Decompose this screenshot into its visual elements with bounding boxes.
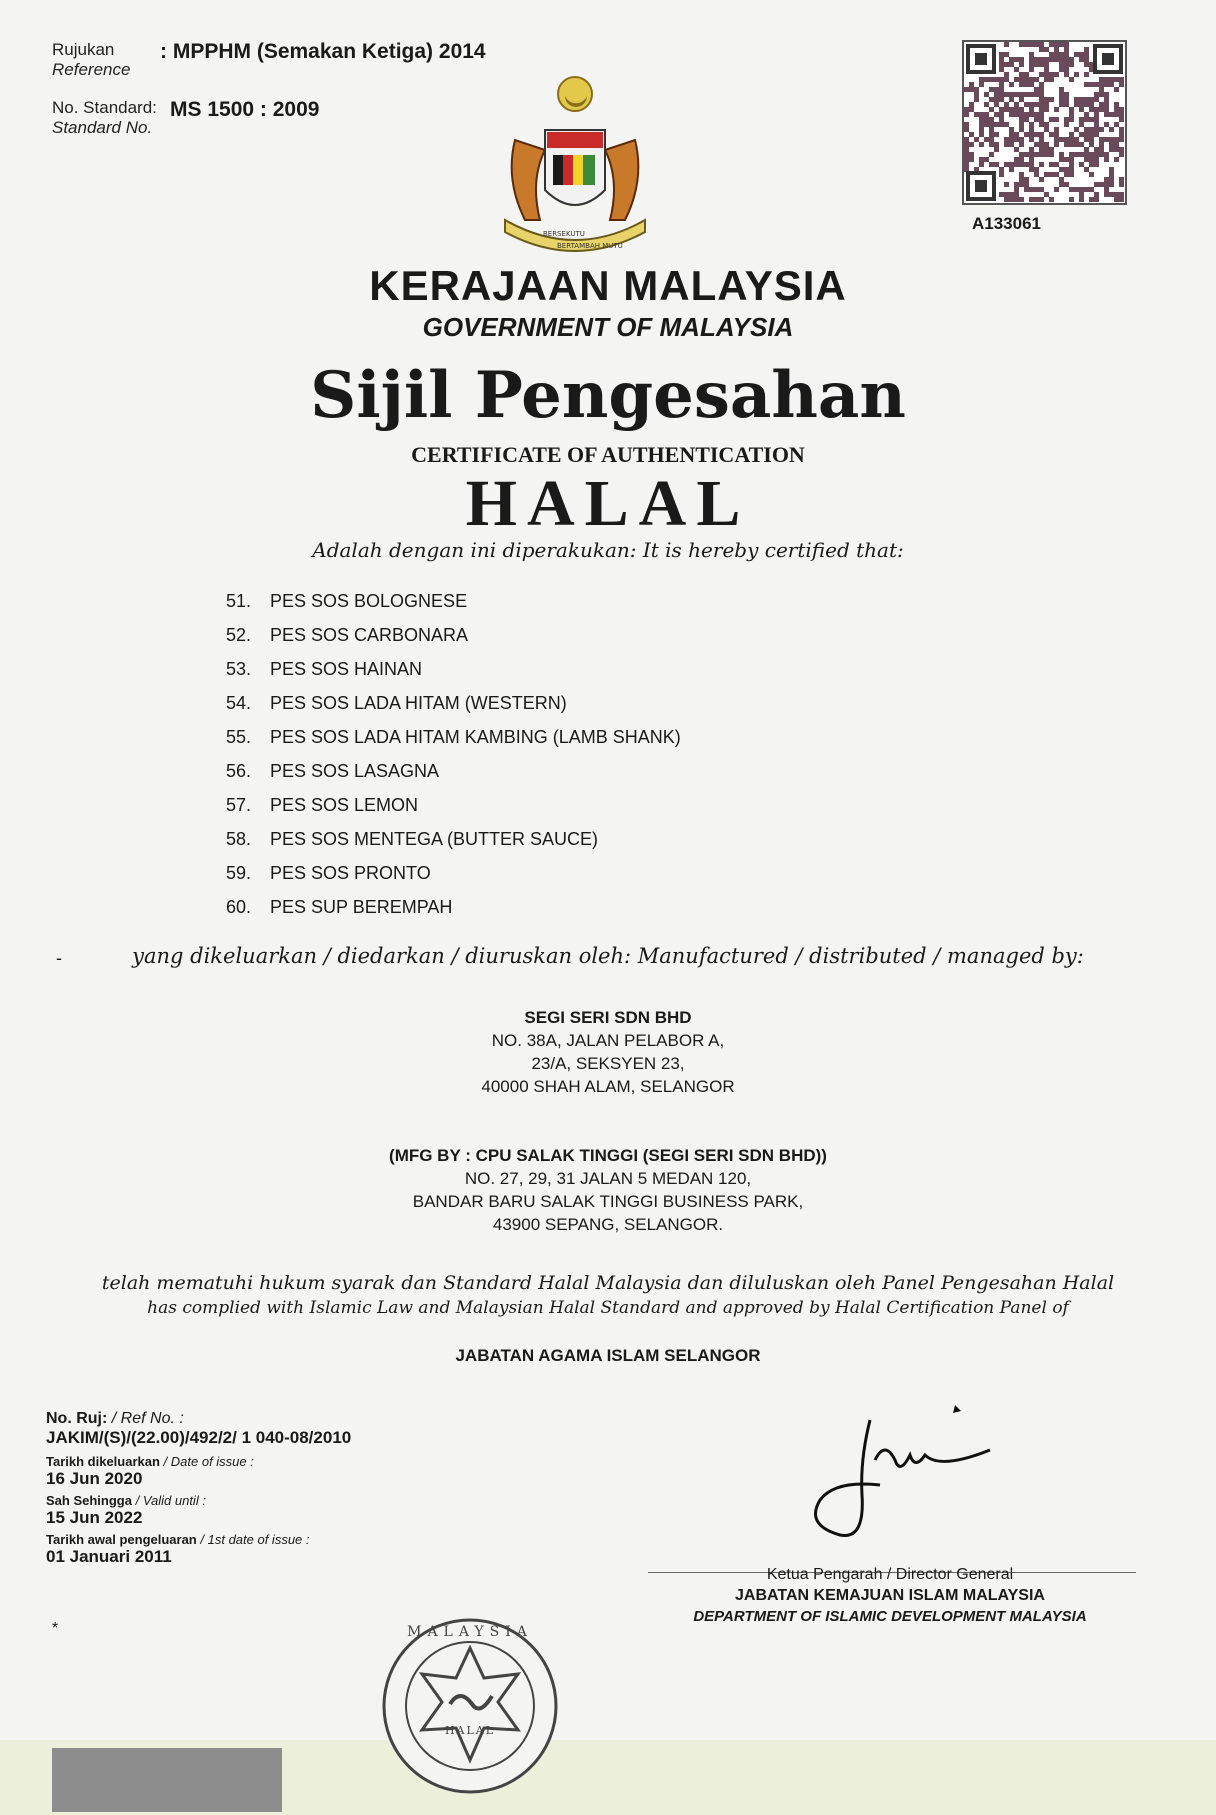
product-item bbox=[226, 788, 681, 822]
dash-mark: - bbox=[56, 948, 62, 968]
issue-label-en: / Date of issue : bbox=[163, 1454, 254, 1469]
mfg-title: (MFG BY : CPU SALAK TINGGI (SEGI SERI SDN BHD)) bbox=[389, 1146, 827, 1165]
product-name: PES SUP BEREMPAH bbox=[270, 897, 453, 917]
company-address-line: 40000 SHAH ALAM, SELANGOR bbox=[481, 1077, 735, 1096]
compliance-english: has complied with Islamic Law and Malaysian Halal Standard and approved by Halal Certification Panel of bbox=[147, 1298, 1069, 1318]
halal-logo-text: HALAL bbox=[444, 1724, 496, 1737]
product-name: PES SOS BOLOGNESE bbox=[270, 591, 468, 611]
standard-value: MS 1500 : 2009 bbox=[170, 98, 320, 121]
signatory-title: Ketua Pengarah / Director General bbox=[766, 1566, 1014, 1583]
product-number: 55. bbox=[226, 727, 252, 747]
company-name: SEGI SERI SDN BHD bbox=[524, 1008, 692, 1027]
product-number: 56. bbox=[226, 761, 252, 781]
product-number: 58. bbox=[226, 829, 252, 849]
certificate-title-malay: Sijil Pengesahan bbox=[310, 358, 906, 433]
company-address-line: 23/A, SEKSYEN 23, bbox=[531, 1054, 685, 1073]
ref-number: JAKIM/(S)/(22.00)/492/2/ 1 040-08/2010 bbox=[46, 1428, 352, 1447]
product-number: 51. bbox=[226, 591, 252, 611]
halal-logo-ring-text: MALAYSIA bbox=[407, 1624, 533, 1640]
qr-code-number: A133061 bbox=[972, 214, 1042, 233]
valid-label: Sah Sehingga bbox=[46, 1493, 132, 1508]
government-title-malay: KERAJAAN MALAYSIA bbox=[369, 262, 847, 309]
company-block bbox=[0, 1006, 1216, 1098]
product-item bbox=[226, 686, 681, 720]
halal-heading: HALAL bbox=[465, 467, 751, 540]
certificate-title-english: CERTIFICATE OF AUTHENTICATION bbox=[411, 442, 805, 467]
product-item bbox=[226, 890, 681, 924]
product-name: PES SOS HAINAN bbox=[270, 659, 423, 679]
product-name: PES SOS LADA HITAM KAMBING (LAMB SHANK) bbox=[270, 727, 681, 747]
product-item bbox=[226, 822, 681, 856]
product-number: 54. bbox=[226, 693, 252, 713]
product-name: PES SOS LEMON bbox=[270, 795, 419, 815]
coat-of-arms-emblem bbox=[495, 70, 655, 260]
security-stripe-dark-patch bbox=[52, 1748, 282, 1812]
mfg-address-line: 43900 SEPANG, SELANGOR. bbox=[492, 1215, 724, 1234]
signature bbox=[800, 1400, 1000, 1555]
reference-value: : MPPHM (Semakan Ketiga) 2014 bbox=[160, 40, 486, 63]
certified-statement: Adalah dengan ini diperakukan: It is hereby certified that: bbox=[312, 538, 904, 562]
issue-date: 16 Jun 2020 bbox=[46, 1469, 143, 1488]
government-title-english: GOVERNMENT OF MALAYSIA bbox=[422, 312, 794, 342]
mfg-block bbox=[0, 1144, 1216, 1236]
first-issue-label-en: / 1st date of issue : bbox=[200, 1532, 310, 1547]
product-number: 57. bbox=[226, 795, 252, 815]
valid-until-date: 15 Jun 2022 bbox=[46, 1508, 143, 1527]
product-number: 52. bbox=[226, 625, 252, 645]
manufacturer-intro: yang dikeluarkan / diedarkan / diuruskan oleh: Manufactured / distributed / managed by: bbox=[132, 944, 1084, 968]
first-issue-label: Tarikh awal pengeluaran bbox=[46, 1532, 197, 1547]
halal-logo bbox=[380, 1616, 560, 1801]
first-issue-date: 01 Januari 2011 bbox=[46, 1547, 172, 1566]
product-item bbox=[226, 652, 681, 686]
certifying-authority: JABATAN AGAMA ISLAM SELANGOR bbox=[455, 1346, 761, 1365]
product-number: 60. bbox=[226, 897, 252, 917]
product-number: 53. bbox=[226, 659, 252, 679]
compliance-malay: telah mematuhi hukum syarak dan Standard Halal Malaysia dan diluluskan oleh Panel Pengesahan Halal bbox=[101, 1272, 1115, 1294]
asterisk-mark: * bbox=[52, 1620, 59, 1637]
product-item bbox=[226, 856, 681, 890]
certificate-details bbox=[46, 1410, 351, 1571]
ref-label: No. Ruj: bbox=[46, 1410, 108, 1427]
product-list bbox=[226, 584, 681, 924]
rujukan-label: Rujukan Reference bbox=[52, 40, 131, 79]
qr-code bbox=[962, 40, 1127, 205]
standard-label: No. Standard: Standard No. bbox=[52, 98, 157, 137]
product-number: 59. bbox=[226, 863, 252, 883]
product-name: PES SOS PRONTO bbox=[270, 863, 431, 883]
product-item bbox=[226, 584, 681, 618]
ribbon-text-left: BERSEKUTU bbox=[543, 230, 585, 238]
issue-label: Tarikh dikeluarkan bbox=[46, 1454, 160, 1469]
product-item bbox=[226, 720, 681, 754]
product-item bbox=[226, 754, 681, 788]
ref-label-en: / Ref No. : bbox=[111, 1410, 184, 1427]
company-address-line: NO. 38A, JALAN PELABOR A, bbox=[491, 1031, 725, 1050]
signatory-department-english: DEPARTMENT OF ISLAMIC DEVELOPMENT MALAYSIA bbox=[693, 1608, 1087, 1625]
signatory-department-malay: JABATAN KEMAJUAN ISLAM MALAYSIA bbox=[735, 1587, 1045, 1604]
mfg-address-line: BANDAR BARU SALAK TINGGI BUSINESS PARK, bbox=[412, 1192, 804, 1211]
ribbon-text-center: BERTAMBAH MUTU bbox=[557, 242, 623, 250]
product-item bbox=[226, 618, 681, 652]
product-name: PES SOS LADA HITAM (WESTERN) bbox=[270, 693, 567, 713]
product-name: PES SOS MENTEGA (BUTTER SAUCE) bbox=[270, 829, 599, 849]
product-name: PES SOS LASAGNA bbox=[270, 761, 440, 781]
mfg-address-line: NO. 27, 29, 31 JALAN 5 MEDAN 120, bbox=[464, 1169, 752, 1188]
valid-label-en: / Valid until : bbox=[135, 1493, 206, 1508]
product-name: PES SOS CARBONARA bbox=[270, 625, 469, 645]
